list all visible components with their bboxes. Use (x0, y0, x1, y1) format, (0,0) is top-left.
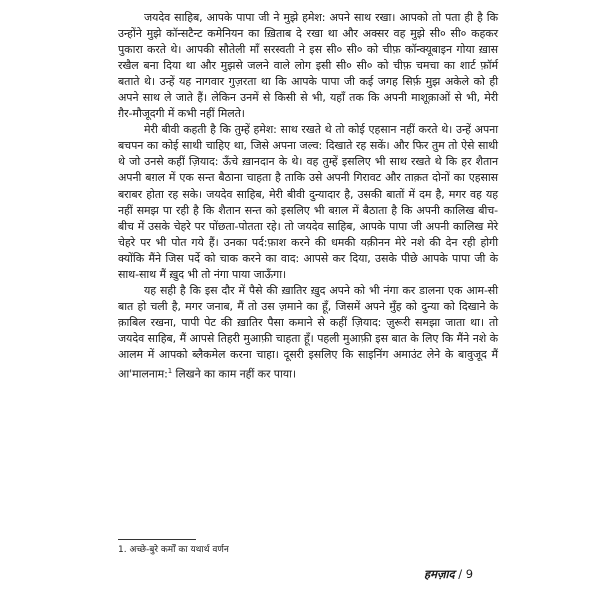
footnote-divider (118, 539, 196, 540)
paragraph-3-text: यह सही है कि इस दौर में पैसे की ख़ातिर ख़ुद अपने को भी नंगा कर डालना एक आम-सी बात हो चली है, मगर जनाब, मैं तो उस ज़माने का हूँ, जिसमें अपने मुँह को दुन्या को दिखाने के क़ाबिल रखना, पापी पेट की ख़ातिर पैसा कमाने से कहीं ज़ियाद: ज़ुरूरी समझा जाता था। तो जयदेव साहिब, मैं आपसे तिहरी मुआफ़ी चाहता हूँ। पहली मुआफ़ी इस बात के लिए कि मैंने नशे के आलम में आपको ब्लैकमेल करना चाहा। दूसरी इसलिए कि साइनिंग अमाउंट लेने के बावुजूद मैं आ'मालनाम: (118, 283, 498, 381)
folio-separator: / (454, 567, 466, 581)
paragraph-3-tail: लिखने का काम नहीं कर पाया। (172, 367, 296, 381)
footnote-marker: 1 (167, 367, 173, 376)
footnote: 1. अच्छे-बुरे कर्मों का यथार्थ वर्णन (118, 545, 229, 555)
body-text (118, 10, 498, 383)
page-number: 9 (465, 567, 474, 581)
paragraph-3 (118, 283, 498, 383)
book-title: हमज़ाद (424, 567, 455, 581)
paragraph-2: मेरी बीवी कहती है कि तुम्हें हमेश: साथ रखते थे तो कोई एहसान नहीं करते थे। उन्हें अपना बचपन का कोई साथी चाहिए था, जिसे अपना जल्व: दिखाते रह सकें। और फिर तुम तो ऐसे साथी थे जो उनसे कहीं ज़ियाद: ऊँचे ख़ानदान के थे। वह तुम्हें इसलिए भी साथ रखते थे कि हर शैतान अपनी बग़ल में एक सन्त बैठाना चाहता है ताकि उसे अपनी गिरावट और ताक़त दोनों का एहसास बराबर होता रह सके। जयदेव साहिब, मेरी बीवी दुन्यादार है, उसकी बातों में दम है, मगर वह यह नहीं समझ पा रही है कि शैतान सन्त को इसलिए भी बग़ल में बैठाता है कि अपनी कालिख बीच-बीच में उसके चेहरे पर पोंछता-पोतता रहे। तो जयदेव साहिब, आपके पापा जी अपनी कालिख मेरे चेहरे पर भी पोत गये हैं। उनका पर्द:फ़ाश करने की धमकी यक़ीनन मेरे नशे की देन रही होगी क्योंकि मैंने जिस पर्दे को चाक करने का वाद: आपसे कर दिया, उसके पीछे आपके पापा जी के साथ-साथ मैं ख़ुद भी तो नंगा पाया जाऊँगा। (118, 123, 498, 281)
page-footer (424, 567, 473, 582)
paragraph-1: जयदेव साहिब, आपके पापा जी ने मुझे हमेश: अपने साथ रखा। आपको तो पता ही है कि उन्होंने मुझे कॉन्सटैन्ट कमेनियन का ख़िताब दे रखा था और अक्सर वह मुझे सी० सी० कहकर पुकारा करते थे। आपकी सौतेली माँ सरस्वती ने इस सी० सी० को चीफ़ कॉन्क्यूबाइन गोया ख़ास रखैल बना दिया था और मुझसे जलने वाले लोग इसी सी० सी० को चीफ़ चमचा का शार्ट फ़ॉर्म बताते थे। उन्हें यह नागवार गुज़रता था कि आपके पापा जी कई जगह सिर्फ़ मुझ अकेले को ही अपने साथ ले जाते हैं। लेकिन उनमें से किसी से भी, यहाँ तक कि अपनी माशूक़ाओं से भी, मेरी ग़ैर-मौजूदगी में कभी नहीं मिलते। (118, 11, 498, 121)
